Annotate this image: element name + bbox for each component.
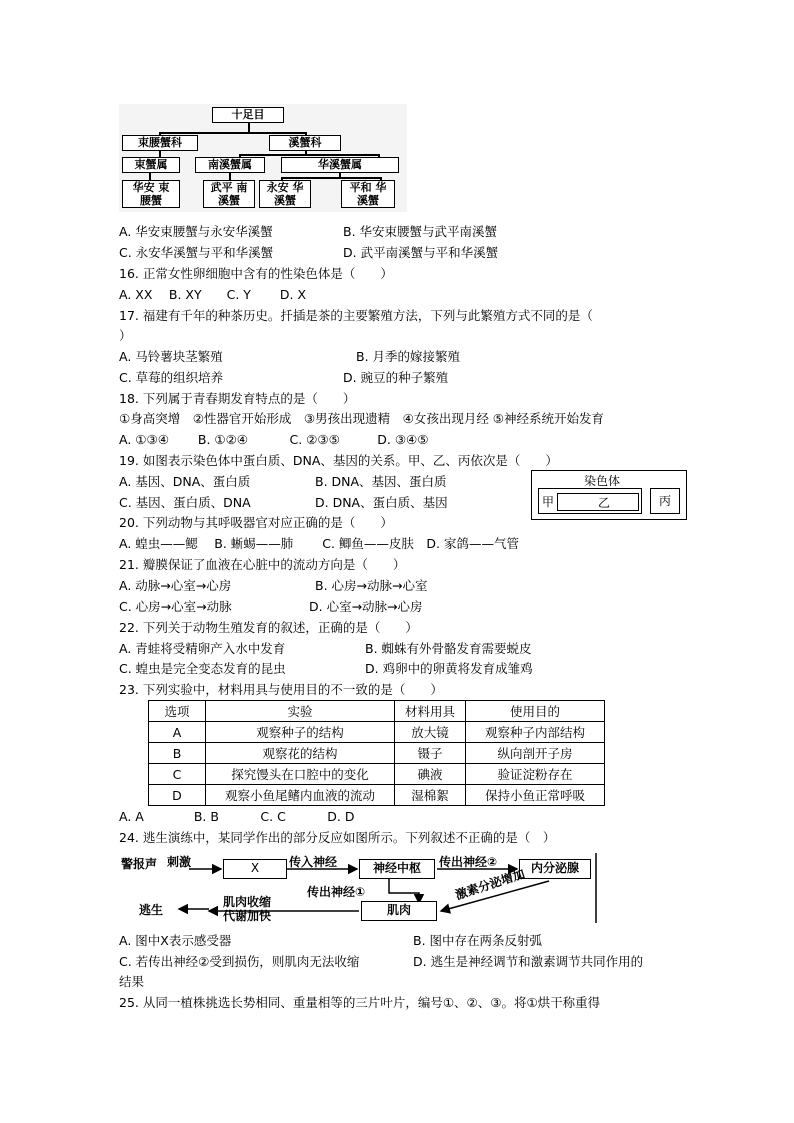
box-center: 神经中枢 <box>359 859 435 879</box>
q24-option-d-cont: 结果 <box>119 974 145 989</box>
experiment-table <box>148 700 605 806</box>
q21-option-c: C. 心房→心室→动脉 <box>119 599 232 614</box>
q17-option-a: A. 马铃薯块茎繁殖 <box>119 349 223 364</box>
box-yi <box>557 493 639 511</box>
tree-species-2: 武平 南溪蟹 <box>203 180 255 208</box>
table-cell: 观察小鱼尾鳍内血液的流动 <box>206 785 395 806</box>
q16-options: A. XX B. XY C. Y D. X <box>119 287 307 302</box>
q18-stem: 18. 下列属于青春期发育特点的是（ ） <box>119 391 356 406</box>
q20-options: A. 蝗虫——鳃 B. 蜥蜴——肺 C. 鲫鱼——皮肤 D. 家鸽——气管 <box>119 536 519 551</box>
q18-items: ①身高突增 ②性器官开始形成 ③男孩出现遗精 ④女孩出现月经 ⑤神经系统开始发育 <box>119 411 605 426</box>
tree-family-2: 溪蟹科 <box>269 135 341 151</box>
q24-option-a: A. 图中X表示感受器 <box>119 933 232 948</box>
q24-option-c: C. 若传出神经②受到损伤，则肌肉无法收缩 <box>119 954 360 969</box>
q25-stem: 25. 从同一植株挑选长势相同、重量相等的三片叶片，编号①、②、③。将①烘干称重得 <box>119 995 601 1010</box>
taxonomy-tree-figure <box>119 104 407 212</box>
q20-stem: 20. 下列动物与其呼吸器官对应正确的是（ ） <box>119 515 393 530</box>
table-cell: B <box>149 743 206 764</box>
label-metab: 代谢加快 <box>223 909 272 923</box>
table-row <box>149 743 605 764</box>
q15-option-b: B. 华安束腰蟹与武平南溪蟹 <box>343 224 498 239</box>
table-header-cell: 使用目的 <box>466 701 605 722</box>
box-gland: 内分泌腺 <box>519 859 591 879</box>
table-cell: 观察花的结构 <box>206 743 395 764</box>
table-cell: 碘液 <box>395 764 466 785</box>
q17-option-d: D. 豌豆的种子繁殖 <box>343 370 449 385</box>
tree-genus-2: 南溪蟹属 <box>195 157 265 173</box>
label-alarm: 警报声 <box>121 857 158 871</box>
label-efferent-2: 传出神经② <box>439 855 498 869</box>
q18-options: A. ①③④ B. ①②④ C. ②③⑤ D. ③④⑤ <box>119 432 429 447</box>
table-header-cell: 实验 <box>206 701 395 722</box>
tree-family-1: 束腰蟹科 <box>122 135 198 151</box>
q19-option-d: D. DNA、蛋白质、基因 <box>315 495 448 510</box>
label-contract: 肌肉收缩 <box>223 895 272 909</box>
q21-option-a: A. 动脉→心室→心房 <box>119 578 232 593</box>
tree-genus-3: 华溪蟹属 <box>281 157 399 173</box>
table-cell: D <box>149 785 206 806</box>
table-cell: 观察种子的结构 <box>206 722 395 743</box>
q21-stem: 21. 瓣膜保证了血液在心脏中的流动方向是（ ） <box>119 557 406 572</box>
q22-option-c: C. 蝗虫是完全变态发育的昆虫 <box>119 661 286 676</box>
q17-stem: 17. 福建有千年的种茶历史。扦插是茶的主要繁殖方法，下列与此繁殖方式不同的是（ <box>119 308 593 323</box>
table-cell: C <box>149 764 206 785</box>
box-bing: 丙 <box>650 488 680 514</box>
q24-option-d: D. 逃生是神经调节和激素调节共同作用的 <box>413 954 644 969</box>
q15-option-d: D. 武平南溪蟹与平和华溪蟹 <box>343 245 499 260</box>
table-cell: 湿棉絮 <box>395 785 466 806</box>
q21-option-b: B. 心房→动脉→心室 <box>315 578 428 593</box>
table-cell: 探究馒头在口腔中的变化 <box>206 764 395 785</box>
table-header-row <box>149 701 605 722</box>
tree-root: 十足目 <box>212 107 284 123</box>
q19-option-b: B. DNA、基因、蛋白质 <box>315 474 447 489</box>
label-escape: 逃生 <box>139 903 164 917</box>
q17-stem-cont: ） <box>119 328 132 343</box>
label-yi: 乙 <box>598 496 611 510</box>
table-cell: 放大镜 <box>395 722 466 743</box>
label-efferent-1: 传出神经① <box>307 885 366 899</box>
table-cell: A <box>149 722 206 743</box>
q22-option-b: B. 蜘蛛有外骨骼发育需要蜕皮 <box>365 641 532 656</box>
q22-option-d: D. 鸡卵中的卵黄将发育成雏鸡 <box>365 661 533 676</box>
reflex-arc-diagram <box>119 853 597 923</box>
q19-option-a: A. 基因、DNA、蛋白质 <box>119 474 251 489</box>
q15-option-a: A. 华安束腰蟹与永安华溪蟹 <box>119 224 273 239</box>
q22-option-a: A. 青蛙将受精卵产入水中发育 <box>119 641 286 656</box>
label-stimulus: 刺激 <box>167 855 192 869</box>
table-cell: 观察种子内部结构 <box>466 722 605 743</box>
table-cell: 镊子 <box>395 743 466 764</box>
chromosome-figure <box>531 470 687 520</box>
q15-option-c: C. 永安华溪蟹与平和华溪蟹 <box>119 245 274 260</box>
q24-stem: 24. 逃生演练中，某同学作出的部分反应如图所示。下列叙述不正确的是（ ） <box>119 830 556 845</box>
table-cell: 纵向剖开子房 <box>466 743 605 764</box>
q19-stem: 19. 如图表示染色体中蛋白质、DNA、基因的关系。甲、乙、丙依次是（ ） <box>119 453 558 468</box>
q19-option-c: C. 基因、蛋白质、DNA <box>119 495 251 510</box>
tree-species-3: 永安 华溪蟹 <box>259 180 311 208</box>
label-hormone: 激素分泌增加 <box>453 866 527 903</box>
tree-genus-1: 束蟹属 <box>122 157 180 173</box>
table-cell: 验证淀粉存在 <box>466 764 605 785</box>
chromosome-label: 染色体 <box>584 474 621 488</box>
label-jia: 甲 <box>542 495 555 509</box>
q23-stem: 23. 下列实验中，材料用具与使用目的不一致的是（ ） <box>119 682 443 697</box>
table-row <box>149 785 605 806</box>
q24-option-b: B. 图中存在两条反射弧 <box>413 933 543 948</box>
table-row <box>149 722 605 743</box>
box-x: X <box>223 859 287 879</box>
q17-option-b: B. 月季的嫁接繁殖 <box>356 349 461 364</box>
table-header-cell: 材料用具 <box>395 701 466 722</box>
q22-stem: 22. 下列关于动物生殖发育的叙述，正确的是（ ） <box>119 620 418 635</box>
box-jia <box>538 488 642 514</box>
q17-option-c: C. 草莓的组织培养 <box>119 370 224 385</box>
box-muscle: 肌肉 <box>361 901 437 921</box>
table-row <box>149 764 605 785</box>
q21-option-d: D. 心室→动脉→心房 <box>309 599 423 614</box>
label-afferent: 传入神经 <box>289 855 338 869</box>
table-cell: 保持小鱼正常呼吸 <box>466 785 605 806</box>
table-header-cell: 选项 <box>149 701 206 722</box>
tree-species-1: 华安 束腰蟹 <box>122 180 180 208</box>
tree-species-4: 平和 华溪蟹 <box>341 180 395 208</box>
q23-options: A. A B. B C. C D. D <box>119 809 355 824</box>
q16-stem: 16. 正常女性卵细胞中含有的性染色体是（ ） <box>119 266 393 281</box>
